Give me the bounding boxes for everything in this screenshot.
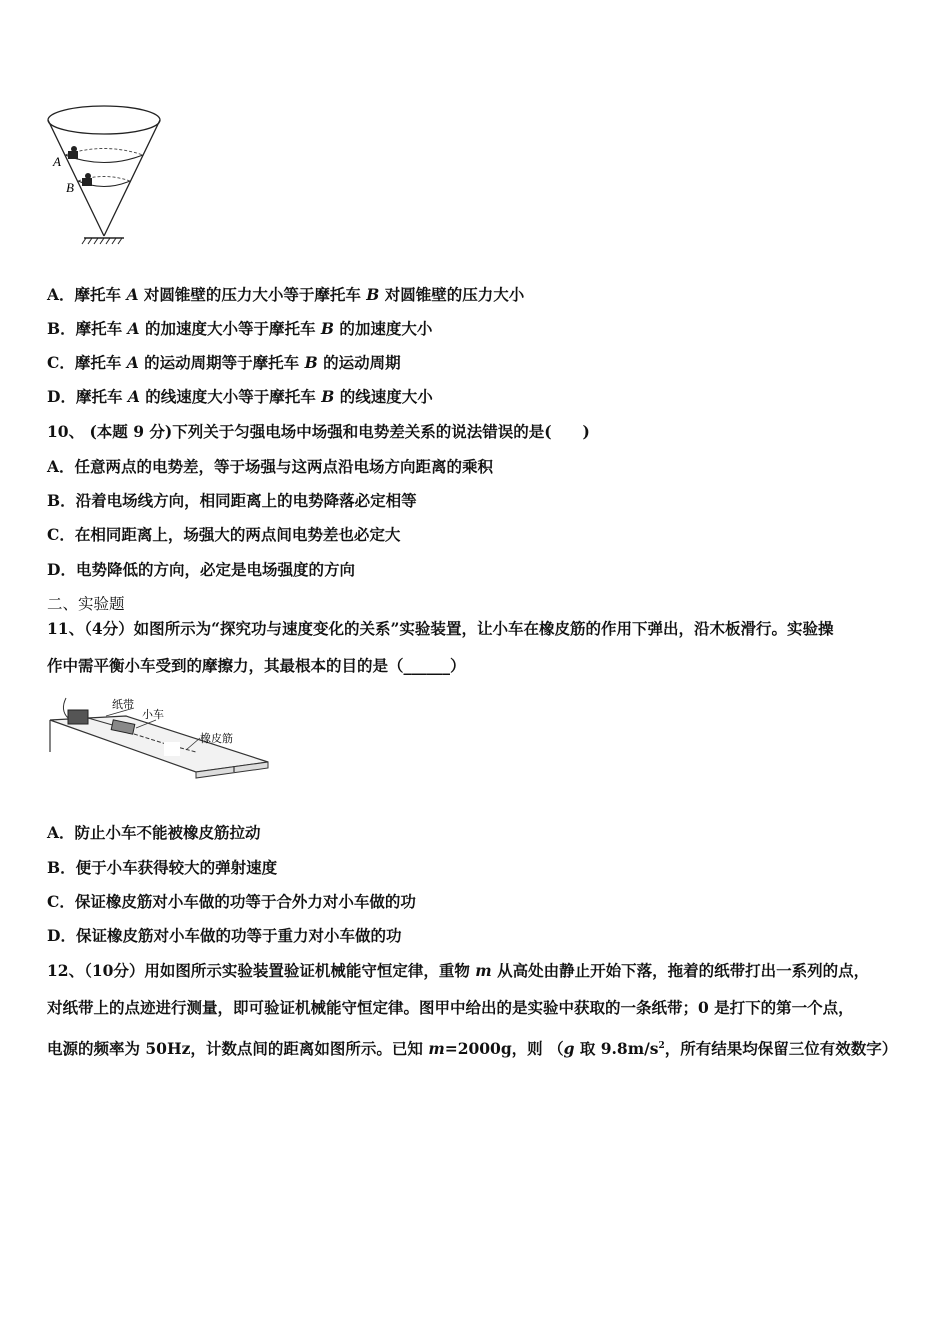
q12-stem-line2: 对纸带上的点迹进行测量，即可验证机械能守恒定律。图甲中给出的是实验中获取的一条纸带；0 是打下的第一个点， [47,998,854,1017]
q11-stem-line2: 作中需平衡小车受到的摩擦力，其最根本的目的是（______） [47,656,466,675]
cone-label-b: B [66,180,74,195]
q10-option-b: B．沿着电场线方向，相同距离上的电势降落必定相等 [47,491,417,510]
cone-figure [44,98,168,248]
section-title: 二、实验题 [47,595,125,613]
q9-option-c: C．摩托车 A 的运动周期等于摩托车 B 的运动周期 [47,353,401,372]
q9-option-d: D．摩托车 A 的线速度大小等于摩托车 B 的线速度大小 [47,387,433,406]
q9-option-a: A．摩托车 A 对圆锥壁的压力大小等于摩托车 B 对圆锥壁的压力大小 [47,285,525,304]
q9-option-b: B．摩托车 A 的加速度大小等于摩托车 B 的加速度大小 [47,319,433,338]
cone-label-a: A [53,154,61,169]
label-cart: 小车 [142,709,164,721]
q10-option-a: A．任意两点的电势差，等于场强与这两点沿电场方向距离的乘积 [47,457,494,476]
q11-stem-line1: 11、（4分）如图所示为“探究功与速度变化的关系”实验装置，让小车在橡皮筋的作用下弹出，沿木板滑行。实验操 [47,619,834,638]
q11-option-b: B．便于小车获得较大的弹射速度 [47,858,278,877]
q10-option-d: D．电势降低的方向，必定是电场强度的方向 [47,560,355,579]
q11-option-d: D．保证橡皮筋对小车做的功等于重力对小车做的功 [47,926,402,945]
q10-option-c: C．在相同距离上，场强大的两点间电势差也必定大 [47,525,401,544]
q12-stem-line3: 电源的频率为 50Hz，计数点间的距离如图所示。已知 m=2000g，则 （g 取 $9.8m/s^2$，所有结果均保留三位有效数字） [47,1039,898,1059]
label-tape: 纸带 [112,699,134,711]
q11-option-a: A．防止小车不能被橡皮筋拉动 [47,823,261,842]
q11-option-c: C．保证橡皮筋对小车做的功等于合外力对小车做的功 [47,892,416,911]
label-band: 橡皮筋 [200,733,233,745]
q10-stem: 10、 (本题 9 分)下列关于匀强电场中场强和电势差关系的说法错误的是( ) [47,422,590,441]
cart-apparatus-figure [46,692,272,792]
q12-stem-line1: 12、（10分）用如图所示实验装置验证机械能守恒定律，重物 m 从高处由静止开始下落，拖着的纸带打出一系列的点， [47,961,870,980]
